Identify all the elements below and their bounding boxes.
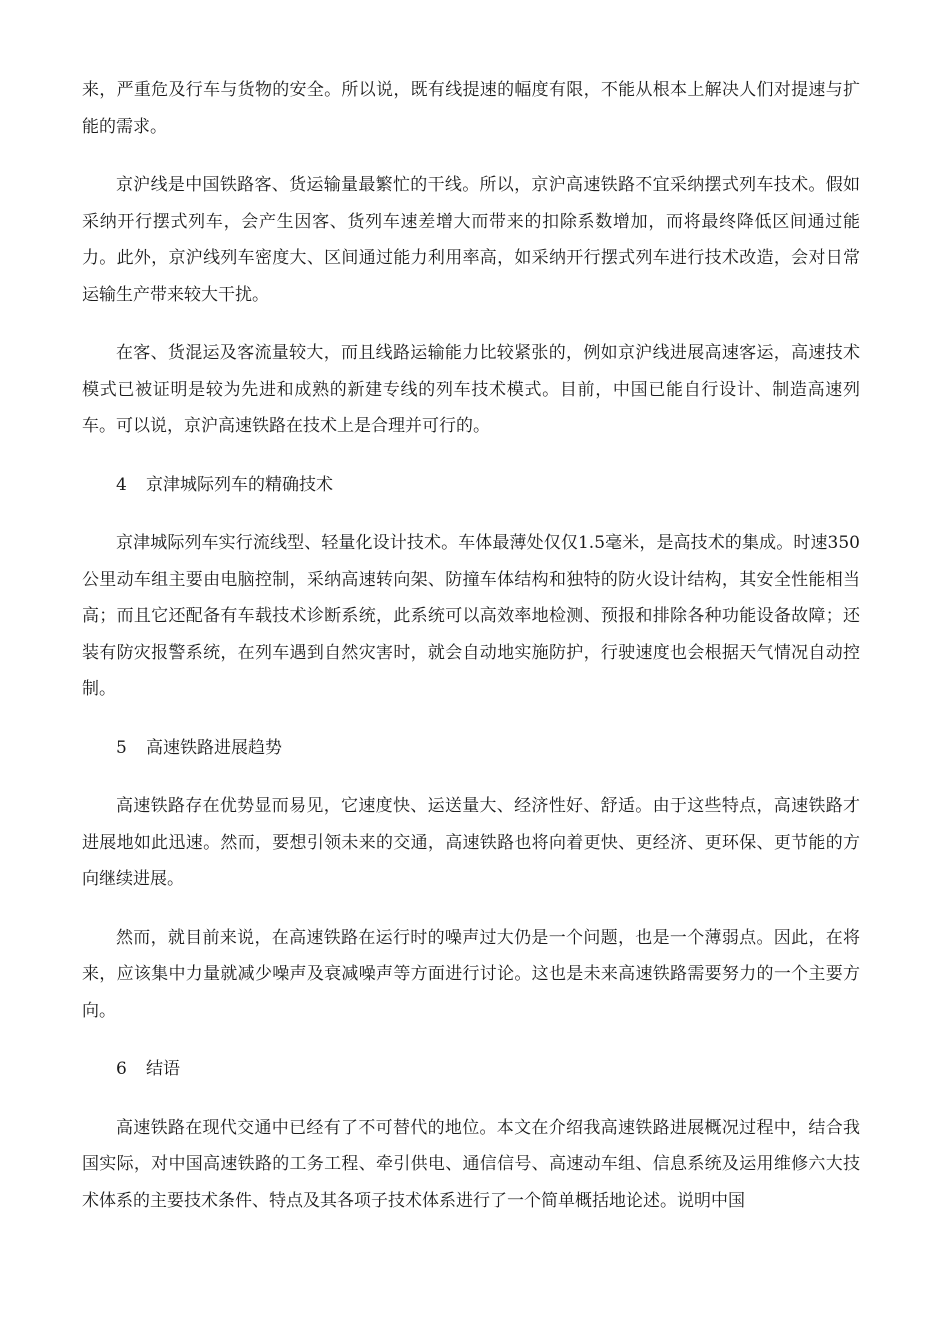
section-number: 5: [116, 737, 127, 758]
paragraph-continuation: 来，严重危及行车与货物的安全。所以说，既有线提速的幅度有限，不能从根本上解决人们对提速与扩能的需求。: [82, 80, 860, 137]
section-number: 6: [116, 1059, 127, 1079]
section-title: 京津城际列车的精确技术: [146, 474, 333, 495]
section-heading-4: [82, 467, 860, 504]
section-heading-5: [82, 730, 860, 767]
paragraph-jinghu-line: 京沪线是中国铁路客、货运输量最繁忙的干线。所以，京沪高速铁路不宜采纳摆式列车技术。假如采纳开行摆式列车，会产生因客、货列车速差增大而带来的扣除系数增加，而将最终降低区间通过能力。此外，京沪线列车密度大、区间通过能力利用率高，如采纳开行摆式列车进行技术改造，会对日常运输生产带来较大干扰。: [82, 175, 860, 305]
document-page: [82, 72, 860, 1241]
section-title: 高速铁路进展趋势: [146, 737, 282, 758]
paragraph-technical-mode: 在客、货混运及客流量较大，而且线路运输能力比较紧张的，例如京沪线进展高速客运，高速技术模式已被证明是较为先进和成熟的新建专线的列车技术模式。目前，中国已能自行设计、制造高速列车。可以说，京沪高速铁路在技术上是合理并可行的。: [82, 343, 860, 436]
section-number: 4: [116, 474, 127, 495]
paragraph-conclusion: 高速铁路在现代交通中已经有了不可替代的地位。本文在介绍我高速铁路进展概况过程中，结合我国实际，对中国高速铁路的工务工程、牵引供电、通信信号、高速动车组、信息系统及运用维修六大技术体系的主要技术条件、特点及其各项子技术体系进行了一个简单概括地论述。说明中国: [82, 1117, 860, 1211]
paragraph-advantages: 高速铁路存在优势显而易见，它速度快、运送量大、经济性好、舒适。由于这些特点，高速铁路才进展地如此迅速。然而，要想引领未来的交通，高速铁路也将向着更快、更经济、更环保、更节能的方向继续进展。: [82, 796, 860, 889]
section-heading-6: [82, 1051, 860, 1088]
paragraph-noise-problem: 然而，就目前来说，在高速铁路在运行时的噪声过大仍是一个问题，也是一个薄弱点。因此，在将来，应该集中力量就减少噪声及衰减噪声等方面进行讨论。这也是未来高速铁路需要努力的一个主要方向。: [82, 927, 860, 1021]
paragraph-jingjin-technology: 京津城际列车实行流线型、轻量化设计技术。车体最薄处仅仅1.5毫米，是高技术的集成。时速350公里动车组主要由电脑控制，采纳高速转向架、防撞车体结构和独特的防火设计结构，其安全性能相当高；而且它还配备有车载技术诊断系统，此系统可以高效率地检测、预报和排除各种功能设备故障；还装有防灾报警系统，在列车遇到自然灾害时，就会自动地实施防护，行驶速度也会根据天气情况自动控制。: [82, 533, 860, 699]
section-title: 结语: [146, 1059, 180, 1079]
